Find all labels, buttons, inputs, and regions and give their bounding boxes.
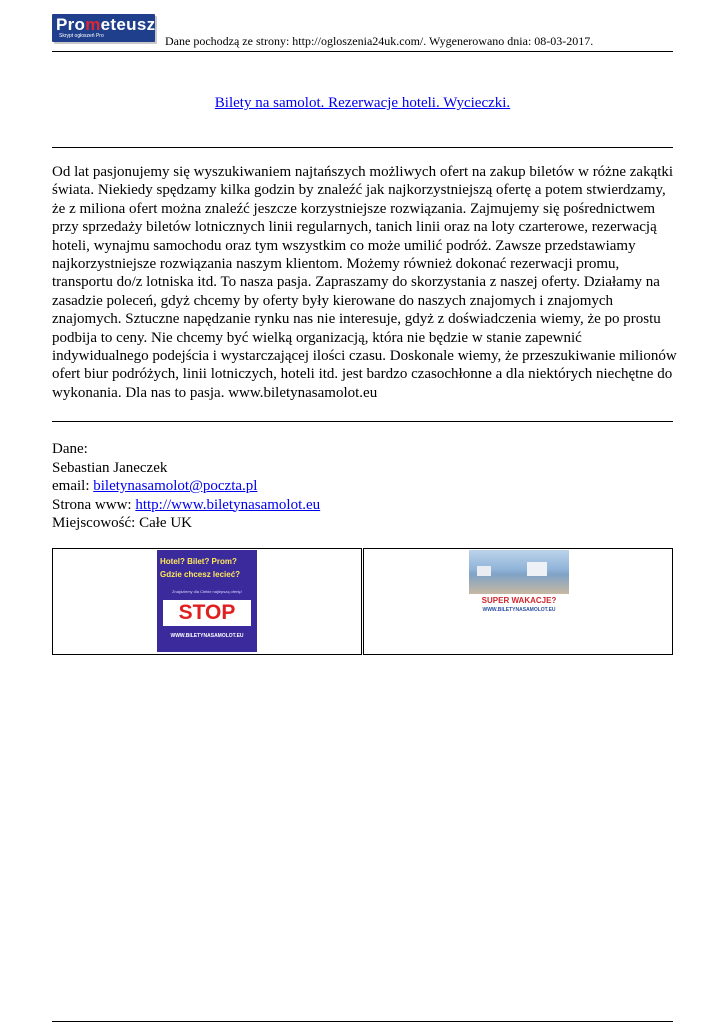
email-link[interactable]: biletynasamolot@poczta.pl	[93, 478, 258, 494]
description-line: zasadzie poleceń, gdyż chcemy by oferty były kierowane do naszych znajomych i znajomych	[52, 292, 614, 309]
footer-divider	[52, 1021, 673, 1022]
ad-banner-stop[interactable]	[157, 550, 257, 652]
contact-email-row	[52, 477, 320, 496]
logo-subtitle: Skrypt ogłoszeń Pro	[59, 33, 104, 39]
source-info: Dane pochodzą ze strony: http://ogloszenia24uk.com/. Wygenerowano dnia: 08-03-2017.	[165, 34, 594, 48]
description-line: najkorzystniejsze rozwiązania naszym klientom. Możemy również dokonać rezerwacji promu,	[52, 256, 620, 273]
logo-part-1: Pro	[56, 15, 86, 34]
image-cell-2	[363, 548, 673, 655]
description-line: świata. Niekiedy spędzamy kilka godzin by znaleźć jak najkorzystniejszą ofertę a potem stwierdzamy,	[52, 182, 666, 199]
ad-url: WWW.BILETYNASAMOLOT.EU	[170, 633, 244, 639]
logo-wordmark	[56, 15, 155, 35]
location-label: Miejscowość:	[52, 515, 140, 531]
ad-banner-wakacje[interactable]	[469, 550, 569, 616]
description-line: że z miliona ofert można znaleźć jeszcze korzystniejsze rozwiązania. Zajmujemy się pośrednictwem	[52, 200, 656, 217]
contact-www-row	[52, 496, 320, 515]
ad-small-text: Znajdziemy dla Ciebie najlepszą ofertę!	[172, 589, 242, 594]
contact-name: Sebastian Janeczek	[52, 459, 168, 476]
location-value: Całe UK	[139, 515, 192, 531]
description-divider	[52, 421, 673, 422]
ad-title: SUPER WAKACJE?	[481, 596, 557, 605]
description-line: hoteli, wynajmu samochodu oraz tym wszystkim co może umilić podróż. Zawsze przedstawiamy	[52, 237, 636, 254]
header-divider	[52, 51, 673, 52]
description-line: znajomych. Sztuczne napędzanie rynku nas nie interesuje, gdyż z doświadczenia wiemy, że po prostu	[52, 311, 661, 328]
contact-heading: Dane:	[52, 441, 88, 457]
website-link[interactable]: http://www.biletynasamolot.eu	[135, 496, 321, 513]
logo-part-2: m	[85, 15, 101, 34]
logo-part-3: eteusz	[100, 15, 155, 34]
description-line: wykonania. Dla nas to pasja. www.biletynasamolot.eu	[52, 384, 378, 401]
description-line: podbija to ceny. Nie chcemy być wielką organizacją, która nie będzie w stanie zapewnić	[52, 329, 582, 346]
ad-line-1: Hotel? Bilet? Prom?	[160, 557, 237, 566]
description-line: przy sprzedaży biletów lotnicznych linii regularnych, tanich linii oraz na loty czarterowe, rezerwacją	[52, 219, 657, 236]
contact-section	[52, 440, 320, 533]
description-line: indywidualnego podejścia i wystarczającej ilości czasu. Doskonale wiemy, że przeszukiwanie milionów	[52, 348, 677, 365]
email-label: email:	[52, 478, 94, 494]
prometeusz-logo	[52, 14, 155, 42]
title-divider	[52, 147, 673, 148]
contact-location-row	[52, 514, 320, 533]
listing-title-link[interactable]: Bilety na samolot. Rezerwacje hoteli. Wycieczki.	[214, 95, 511, 111]
ad-question	[160, 555, 254, 581]
www-label: Strona www:	[52, 496, 136, 513]
listing-description	[52, 163, 677, 402]
description-line: Od lat pasjonujemy się wyszukiwaniem najtańszych możliwych ofert na zakup biletów w różne zakątki	[52, 164, 674, 180]
image-cell-1	[52, 548, 362, 655]
ad-url: WWW.BILETYNASAMOLOT.EU	[482, 607, 556, 613]
description-line: ofert biur podróżych, linii lotniczych, hoteli itd. jest bardzo czasochłonne a dla niektórych niechętne do	[52, 366, 673, 383]
description-line: transportu do/z lotniska itd. To nasza pasja. Zapraszamy do skorzystania z naszej oferty. Działamy na	[52, 274, 660, 291]
ad-line-2: Gdzie chcesz lecieć?	[160, 570, 241, 579]
beach-photo	[469, 550, 569, 594]
ad-stop-sign: STOP	[163, 600, 251, 626]
